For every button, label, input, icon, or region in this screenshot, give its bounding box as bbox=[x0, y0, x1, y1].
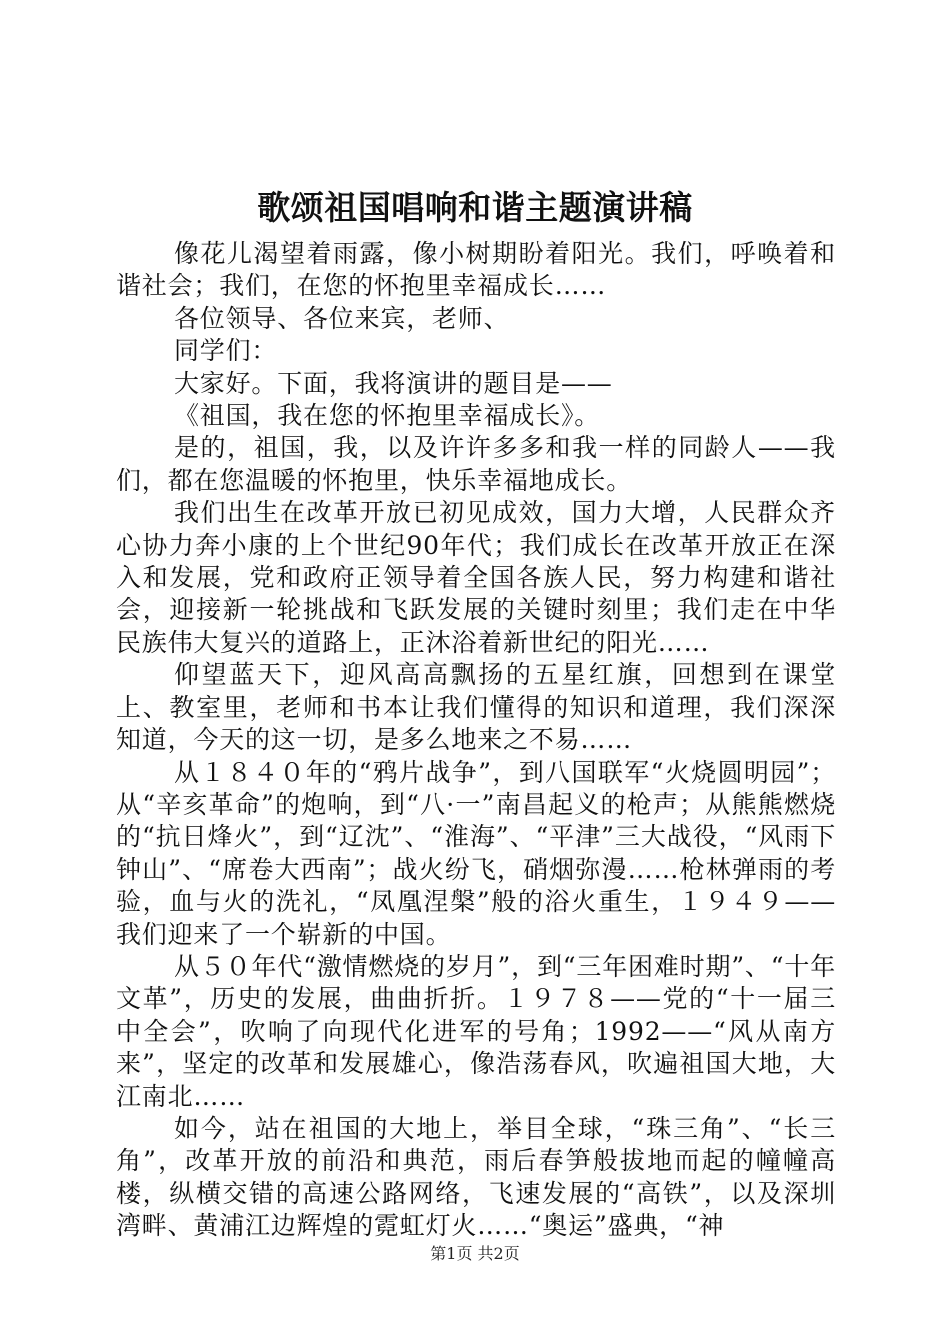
paragraph-intro: 像花儿渴望着雨露，像小树期盼着阳光。我们，呼唤着和谐社会；我们，在您的怀抱里幸福成长…… bbox=[116, 239, 836, 301]
paragraph-history-1840: 从１８４０年的“鸦片战争”，到八国联军“火烧圆明园”；从“辛亥革命”的炮响，到“八·一”南昌起义的枪声；从熊熊燃烧的“抗日烽火”，到“辽沈”、“淮海”、“平津”三大战役，“风雨下钟山”、“席卷大西南”；战火纷飞，硝烟弥漫……枪林弹雨的考验，血与火的洗礼，“凤凰涅槃”般的浴火重生，１９４９——我们迎来了一个崭新的中国。 bbox=[116, 757, 836, 949]
paragraph-speech-title: 《祖国，我在您的怀抱里幸福成长》。 bbox=[174, 401, 601, 431]
paragraph-classmates: 同学们： bbox=[174, 336, 278, 366]
paragraph-flag: 仰望蓝天下，迎风高高飘扬的五星红旗，回想到在课堂上、教室里，老师和书本让我们懂得的知识和道理，我们深深知道，今天的这一切，是多么地来之不易…… bbox=[116, 660, 836, 755]
paragraph-growing-up: 是的，祖国，我，以及许许多多和我一样的同龄人——我们，都在您温暖的怀抱里，快乐幸福地成长。 bbox=[116, 433, 836, 495]
paragraph-hello: 大家好。下面，我将演讲的题目是—— bbox=[174, 368, 613, 398]
paragraph-born-in-90s: 我们出生在改革开放已初见成效，国力大增，人民群众齐心协力奔小康的上个世纪90年代；我们成长在改革开放正在深入和发展，党和政府正领导着全国各族人民，努力构建和谐社会，迎接新一轮挑战和飞跃发展的关键时刻里；我们走在中华民族伟大复兴的道路上，正沐浴着新世纪的阳光…… bbox=[116, 498, 836, 657]
document-body bbox=[116, 238, 836, 1243]
paragraph-history-50s: 从５０年代“激情燃烧的岁月”，到“三年困难时期”、“十年文革”，历史的发展，曲曲折折。１９７８——党的“十一届三中全会”，吹响了向现代化进军的号角；1992——“风从南方来”，坚定的改革和发展雄心，像浩荡春风，吹遍祖国大地，大江南北…… bbox=[116, 951, 836, 1111]
document-title: 歌颂祖国唱响和谐主题演讲稿 bbox=[257, 188, 693, 227]
paragraph-today: 如今，站在祖国的大地上，举目全球，“珠三角”、“长三角”，改革开放的前沿和典范，雨后春笋般拔地而起的幢幢高楼，纵横交错的高速公路网络，飞速发展的“高铁”，以及深圳湾畔、黄浦江边辉煌的霓虹灯火……“奥运”盛典，“神 bbox=[116, 1113, 836, 1241]
page-footer: 第1页 共2页 bbox=[430, 1244, 520, 1263]
paragraph-greeting: 各位领导、各位来宾，老师、 bbox=[174, 303, 510, 333]
